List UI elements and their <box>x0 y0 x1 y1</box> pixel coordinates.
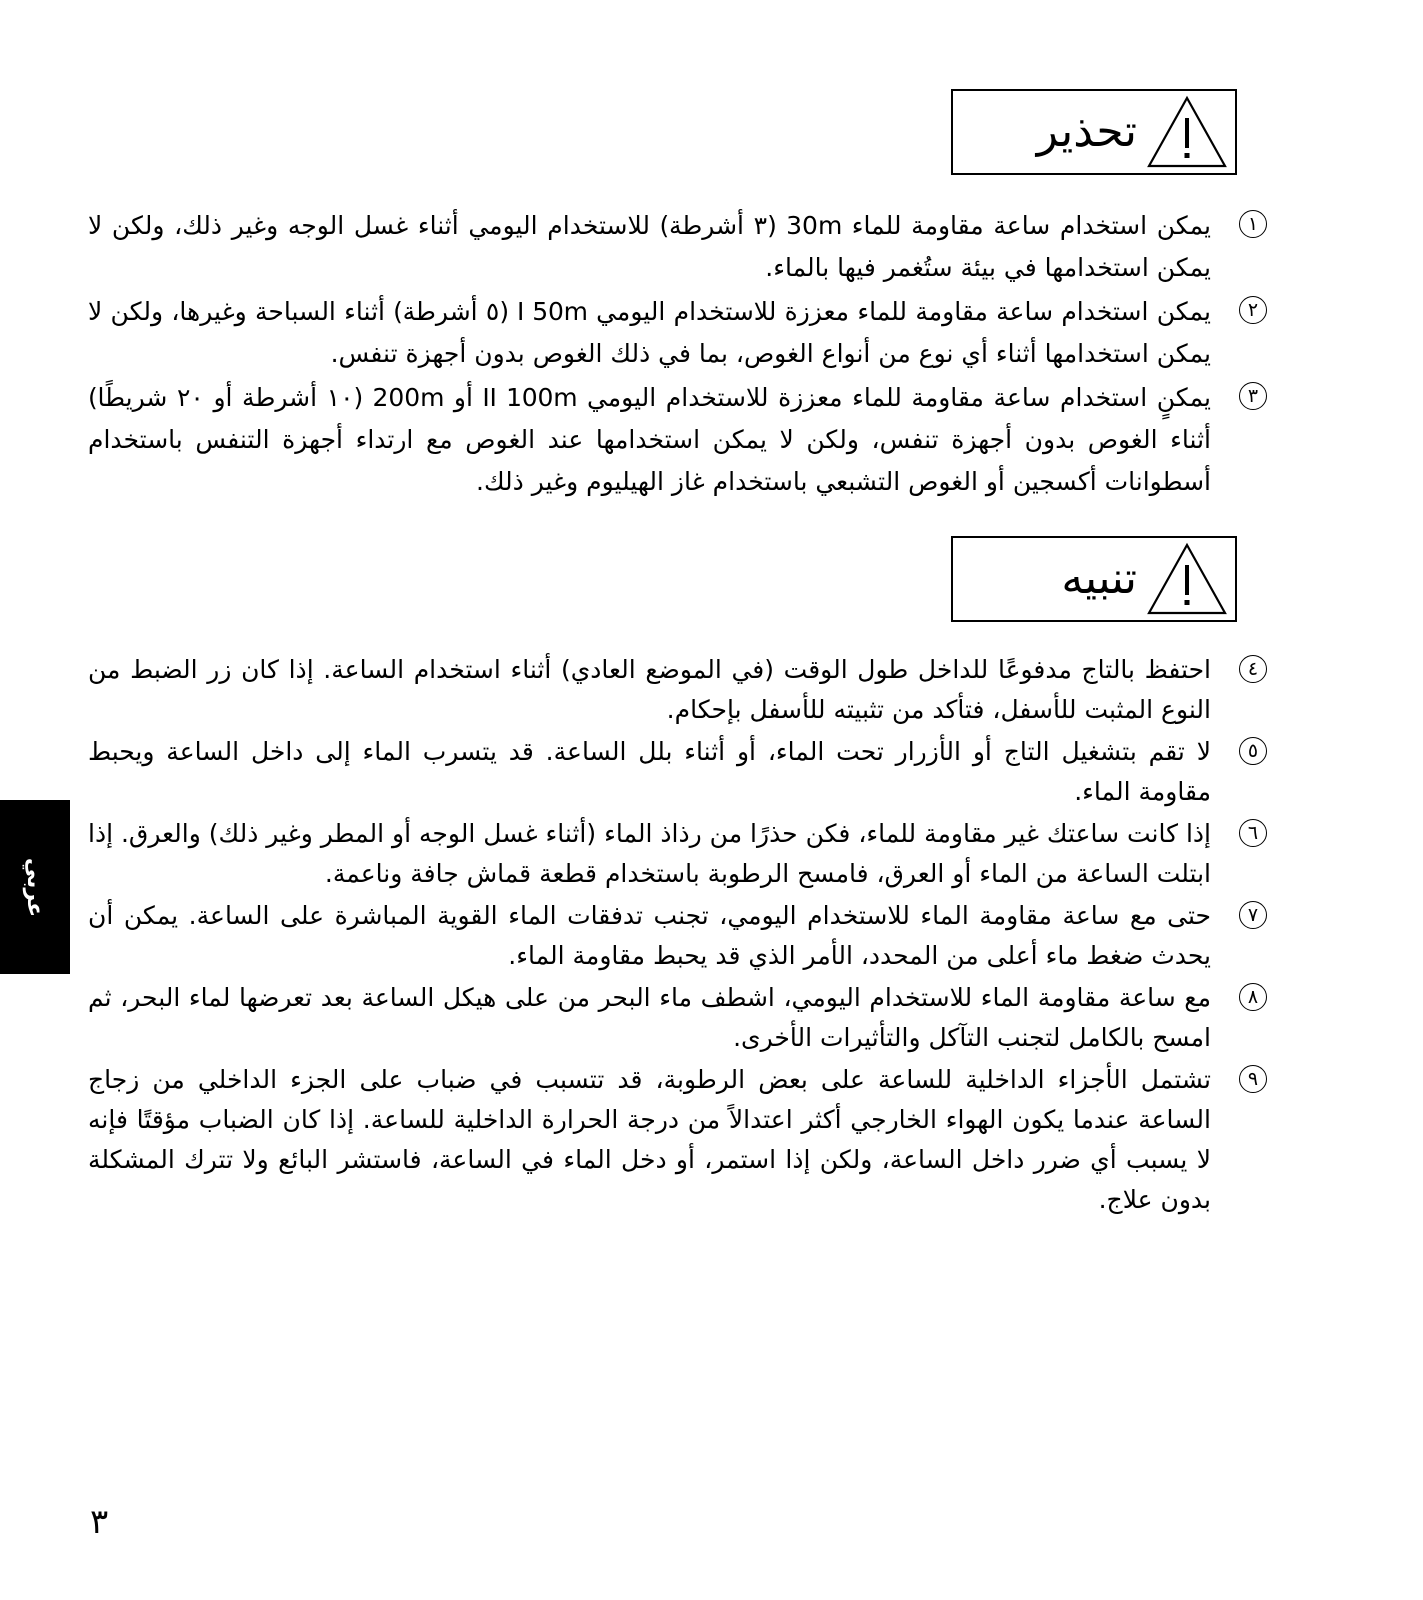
item-number-badge: ٨ <box>1239 983 1267 1011</box>
list-item <box>88 205 1269 289</box>
list-item <box>88 377 1269 503</box>
item-number-badge: ٢ <box>1239 296 1267 324</box>
list-item <box>88 978 1269 1058</box>
warning-triangle-icon <box>1145 541 1229 617</box>
item-text: يمكن استخدام ساعة مقاومة للماء معززة للاستخدام اليومي I 50m (٥ أشرطة) أثناء السباحة وغيرها، ولكن لا يمكن استخدامها أثناء أي نوع من أنواع الغوص، بما في ذلك الغوص بدون أجهزة تنفس. <box>88 297 1211 368</box>
item-text: يمكنٍ استخدام ساعة مقاومة للماء معززة للاستخدام اليومي II 100m أو 200m (١٠ أشرطة أو ٢٠ شريطًا) أثناء الغوص بدون أجهزة تنفس، ولكن لا يمكن استخدامها عند الغوص مع ارتداء أجهزة التنفس باستخدام أسطوانات أكسجين أو الغوص التشبعي باستخدام غاز الهيليوم وغير ذلك. <box>88 383 1211 496</box>
item-number-badge: ٣ <box>1239 382 1267 410</box>
item-text: حتى مع ساعة مقاومة الماء للاستخدام اليومي، تجنب تدفقات الماء القوية المباشرة على الساعة. يمكن أن يحدث ضغط ماء أعلى من المحدد، الأمر الذي قد يحبط مقاومة الماء. <box>88 901 1211 970</box>
warning-title: تحذير <box>1036 106 1137 157</box>
language-tab-label: عربي <box>22 857 48 917</box>
list-item <box>88 650 1269 730</box>
list-item <box>88 1060 1269 1220</box>
item-text: احتفظ بالتاج مدفوعًا للداخل طول الوقت (في الموضع العادي) أثناء استخدام الساعة. إذا كان زر الضبط من النوع المثبت للأسفل، فتأكد من تثبيته للأسفل بإحكام. <box>88 655 1211 724</box>
item-text: إذا كانت ساعتك غير مقاومة للماء، فكن حذرًا من رذاذ الماء (أثناء غسل الوجه أو المطر وغير ذلك) والعرق. إذا ابتلت الساعة من الماء أو العرق، فامسح الرطوبة باستخدام قطعة قماش جافة وناعمة. <box>88 819 1211 888</box>
caution-heading-box <box>951 536 1237 622</box>
item-text: مع ساعة مقاومة الماء للاستخدام اليومي، اشطف ماء البحر من على هيكل الساعة بعد تعرضها لماء البحر، ثم امسح بالكامل لتجنب التآكل والتأثيرات الأخرى. <box>88 983 1211 1052</box>
item-number-badge: ١ <box>1239 210 1267 238</box>
caution-title: تنبيه <box>1061 553 1137 604</box>
item-number-badge: ٦ <box>1239 819 1267 847</box>
warning-triangle-icon <box>1145 94 1229 170</box>
item-text: تشتمل الأجزاء الداخلية للساعة على بعض الرطوبة، قد تتسبب في ضباب على الجزء الداخلي من زجاج الساعة عندما يكون الهواء الخارجي أكثر اعتدالاً من درجة الحرارة الداخلية للساعة. إذا كان الضباب مؤقتًا فإنه لا يسبب أي ضرر داخل الساعة، ولكن إذا استمر، أو دخل الماء في الساعة، فاستشر البائع ولا تترك المشكلة بدون علاج. <box>88 1065 1211 1214</box>
item-number-badge: ٩ <box>1239 1065 1267 1093</box>
list-item <box>88 896 1269 976</box>
item-number-badge: ٥ <box>1239 737 1267 765</box>
language-side-tab <box>0 800 70 974</box>
page-number: ٣ <box>90 1502 109 1542</box>
warning-heading-box <box>951 89 1237 175</box>
item-number-badge: ٤ <box>1239 655 1267 683</box>
item-number-badge: ٧ <box>1239 901 1267 929</box>
list-item <box>88 814 1269 894</box>
caution-list <box>88 650 1269 1222</box>
list-item <box>88 732 1269 812</box>
item-text: لا تقم بتشغيل التاج أو الأزرار تحت الماء، أو أثناء بلل الساعة. قد يتسرب الماء إلى داخل الساعة ويحبط مقاومة الماء. <box>88 737 1211 806</box>
warning-list <box>88 205 1269 505</box>
item-text: يمكن استخدام ساعة مقاومة للماء 30m (٣ أشرطة) للاستخدام اليومي أثناء غسل الوجه وغير ذلك، ولكن لا يمكن استخدامها في بيئة ستُغمر فيها بالماء. <box>88 211 1211 282</box>
list-item <box>88 291 1269 375</box>
